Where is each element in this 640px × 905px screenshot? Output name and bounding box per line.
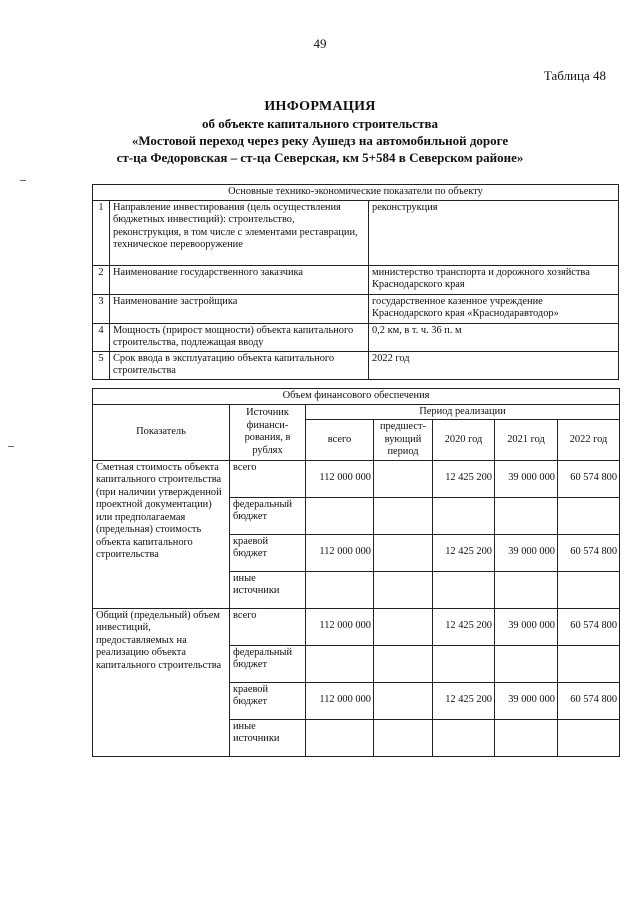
row-number: 4: [93, 323, 110, 351]
value-total: 112 000 000: [306, 608, 374, 645]
value-previous: [374, 534, 433, 571]
row-number: 2: [93, 265, 110, 294]
column-header-period: Период реализации: [306, 404, 620, 420]
value-2022: [558, 645, 620, 682]
source-cell: всего: [230, 460, 306, 497]
row-label: Направление инвестирования (цель осуществления бюджетных инвестиций): строительство, реконструкция, в том числе с элементами реставрации, техническое перевооружение: [110, 200, 369, 265]
column-header-total: всего: [306, 420, 374, 461]
row-value: реконструкция: [369, 200, 619, 265]
table-row: [93, 265, 619, 294]
value-total: [306, 497, 374, 534]
row-value: государственное казенное учреждение Краснодарского края «Краснодаравтодор»: [369, 294, 619, 323]
column-header-2021: 2021 год: [495, 420, 558, 461]
value-2020: [433, 497, 495, 534]
finance-section-header: Объем финансового обеспечения: [93, 389, 620, 405]
value-previous: [374, 682, 433, 719]
row-label: Мощность (прирост мощности) объекта капитального строительства, подлежащая вводу: [110, 323, 369, 351]
value-2021: [495, 571, 558, 608]
value-previous: [374, 460, 433, 497]
value-previous: [374, 719, 433, 756]
column-header-2020: 2020 год: [433, 420, 495, 461]
value-2022: 60 574 800: [558, 534, 620, 571]
value-previous: [374, 497, 433, 534]
row-label: Срок ввода в эксплуатацию объекта капитального строительства: [110, 351, 369, 379]
value-2020: 12 425 200: [433, 682, 495, 719]
value-total: 112 000 000: [306, 682, 374, 719]
title-object-name: «Мостовой переход через реку Аушедз на автомобильной дороге: [131, 133, 509, 148]
value-2020: 12 425 200: [433, 608, 495, 645]
table-row: [93, 608, 620, 645]
value-2020: [433, 645, 495, 682]
table-row: [93, 323, 619, 351]
technical-indicators-table: [92, 184, 619, 380]
value-2022: 60 574 800: [558, 682, 620, 719]
value-2020: 12 425 200: [433, 534, 495, 571]
source-cell: иные источники: [230, 571, 306, 608]
row-number: 1: [93, 200, 110, 265]
value-2020: [433, 719, 495, 756]
column-header-2022: 2022 год: [558, 420, 620, 461]
row-value: 0,2 км, в т. ч. 36 п. м: [369, 323, 619, 351]
table-row: [93, 200, 619, 265]
value-2021: [495, 645, 558, 682]
table-row: [93, 294, 619, 323]
indicator-cell: Сметная стоимость объекта капитального строительства (при наличии утвержденной проектной документации) или предполагаемая (предельная) стоимость объекта капитального строительства: [93, 460, 230, 608]
margin-mark: [8, 446, 14, 447]
source-cell: всего: [230, 608, 306, 645]
document-title: [0, 98, 640, 166]
row-value: министерство транспорта и дорожного хозяйства Краснодарского края: [369, 265, 619, 294]
table-label: Таблица 48: [543, 68, 606, 83]
source-cell: федеральный бюджет: [230, 497, 306, 534]
source-cell: краевой бюджет: [230, 534, 306, 571]
value-2020: [433, 571, 495, 608]
value-2022: [558, 571, 620, 608]
row-number: 5: [93, 351, 110, 379]
row-label: Наименование застройщика: [110, 294, 369, 323]
table-row: [93, 351, 619, 379]
value-2022: 60 574 800: [558, 460, 620, 497]
value-2022: 60 574 800: [558, 608, 620, 645]
column-header-indicator: Показатель: [93, 404, 230, 460]
page-number: 49: [313, 36, 327, 51]
value-2021: [495, 719, 558, 756]
value-previous: [374, 645, 433, 682]
tech-section-header: Основные технико-экономические показатели по объекту: [93, 185, 619, 201]
value-total: 112 000 000: [306, 534, 374, 571]
value-2021: 39 000 000: [495, 534, 558, 571]
margin-mark: [20, 180, 26, 181]
row-value: 2022 год: [369, 351, 619, 379]
value-total: 112 000 000: [306, 460, 374, 497]
title-heading: ИНФОРМАЦИЯ: [264, 99, 376, 114]
title-object-location: ст-ца Федоровская – ст-ца Северская, км 5+584 в Северском районе»: [116, 150, 524, 165]
value-2021: 39 000 000: [495, 608, 558, 645]
financing-table: [92, 388, 620, 757]
value-previous: [374, 571, 433, 608]
row-number: 3: [93, 294, 110, 323]
value-2022: [558, 497, 620, 534]
table-row: [93, 185, 619, 201]
source-cell: иные источники: [230, 719, 306, 756]
value-2021: [495, 497, 558, 534]
row-label: Наименование государственного заказчика: [110, 265, 369, 294]
value-2020: 12 425 200: [433, 460, 495, 497]
value-2022: [558, 719, 620, 756]
title-subheading: об объекте капитального строительства: [202, 116, 438, 131]
source-cell: федеральный бюджет: [230, 645, 306, 682]
table-row: [93, 389, 620, 405]
table-row: [93, 460, 620, 497]
value-total: [306, 645, 374, 682]
value-2021: 39 000 000: [495, 460, 558, 497]
column-header-source: Источник финанси-рования, в рублях: [230, 404, 306, 460]
value-total: [306, 571, 374, 608]
value-2021: 39 000 000: [495, 682, 558, 719]
table-row: [93, 404, 620, 420]
value-total: [306, 719, 374, 756]
source-cell: краевой бюджет: [230, 682, 306, 719]
indicator-cell: Общий (предельный) объем инвестиций, предоставляемых на реализацию объекта капитального строительства: [93, 608, 230, 756]
value-previous: [374, 608, 433, 645]
column-header-previous: предшест-вующий период: [374, 420, 433, 461]
